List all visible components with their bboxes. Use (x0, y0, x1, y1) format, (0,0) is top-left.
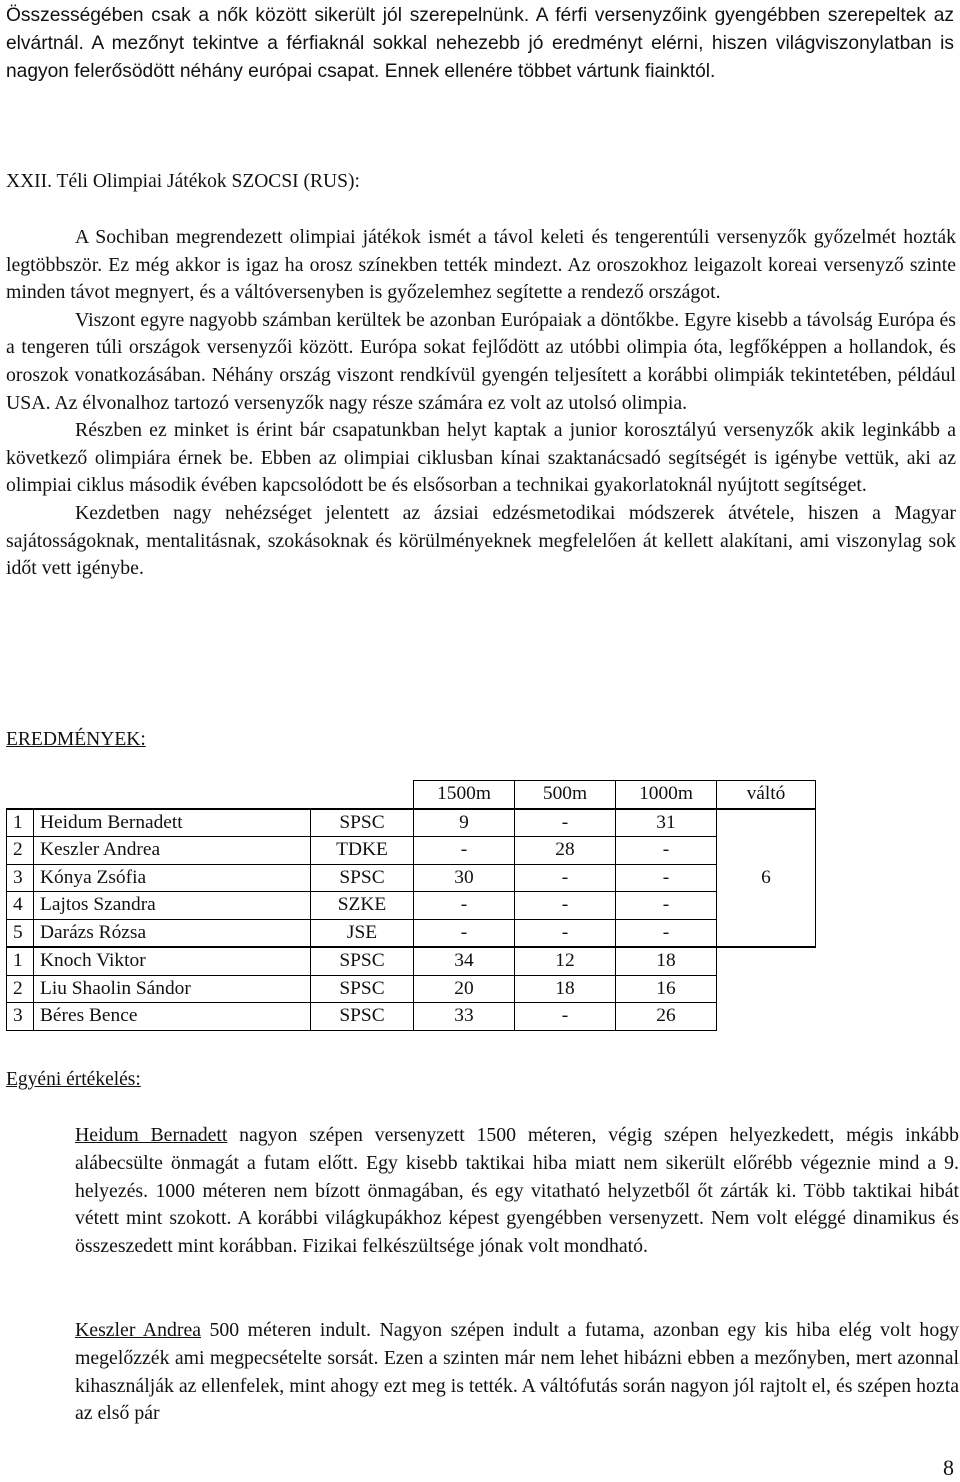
table-header-row (7, 781, 816, 809)
athlete-name: Keszler Andrea (75, 1319, 202, 1341)
table-row: 3 Béres Bence SPSC 33 - 26 (7, 1003, 816, 1031)
column-header: 1500m (414, 781, 515, 809)
body-paragraph: Kezdetben nagy nehézséget jelentett az ázsiai edzésmetodikai módszerek átvétele, hiszen a Magyar sajátosságoknak, mentalitásnak, szokásoknak és körülményeknek megfelelően át kellett alakítani, ami viszonylag sok időt vett igénybe. (6, 501, 956, 580)
athlete-name: Heidum Bernadett (75, 1124, 228, 1146)
column-header: váltó (717, 781, 816, 809)
table-row: 4 Lajtos Szandra SZKE - - - (7, 892, 816, 920)
results-heading: EREDMÉNYEK: (6, 729, 146, 750)
results-table (6, 780, 816, 1031)
evaluation-entry (75, 1122, 959, 1261)
table-row: 1 Knoch Viktor SPSC 34 12 18 (7, 947, 816, 975)
section-heading: XXII. Téli Olimpiai Játékok SZOCSI (RUS): (6, 171, 360, 192)
table-row: 3 Kónya Zsófia SPSC 30 - - (7, 864, 816, 892)
body-paragraph: Viszont egyre nagyobb számban kerültek be azonban Európaiak a döntőkbe. Egyre kisebb a távolság Európa és a tengeren túli országok versenyzői között. Európa sokat fejlődött az utóbbi olimpia óta, legfőképpen a hollandok, és oroszok vonatkozásában. Néhány ország viszont rendkívül gyengén teljesített a korábbi olimpiák tekintetében, például USA. Az élvonalhoz tartozó versenyzők nagy része számára ez volt az utolsó olimpia. (6, 308, 956, 414)
page-number: 8 (943, 1455, 954, 1480)
table-row: 2 Keszler Andrea TDKE - 28 - (7, 837, 816, 865)
table-row: 1 Heidum Bernadett SPSC 9 - 31 6 (7, 809, 816, 837)
body-text (6, 224, 956, 583)
evaluation-text: 500 méteren indult. Nagyon szépen indult a futama, azonban egy kis hiba elég volt hogy megelőzzék ami megpecsételte sorsát. Ezen a szinten már nem lehet hibázni ebben a mezőnyben, mert azonnal kihasználják az ellenfelek, mint ahogy ezt meg is tették. A váltófutás során nagyon jól rajtolt el, és szépen hozta az első pár (75, 1319, 959, 1425)
table-row: 5 Darázs Rózsa JSE - - - (7, 919, 816, 947)
relay-result: 6 (717, 809, 816, 948)
body-paragraph: Részben ez minket is érint bár csapatunkban helyt kaptak a junior korosztályú versenyzők akik leginkább a következő olimpiára érnek be. Ebben az olimpiai ciklusban kínai szaktanácsadó segítségét is igénybe vettük, aki az olimpiai ciklus második évében kapcsolódott be és elsősorban a technikai gyakorlatoknál nyújtott segítséget. (6, 419, 956, 497)
table-row: 2 Liu Shaolin Sándor SPSC 20 18 16 (7, 975, 816, 1003)
column-header: 500m (515, 781, 616, 809)
column-header: 1000m (616, 781, 717, 809)
evaluation-entry (75, 1317, 959, 1428)
intro-paragraph: Összességében csak a nők között sikerült jól szerepelnünk. A férfi versenyzőink gyengébben szerepeltek az elvártnál. A mezőnyt tekintve a férfiaknál sokkal nehezebb jó eredményt elérni, hiszen világviszonylatban is nagyon felerősödött néhány európai csapat. Ennek ellenére többet vártunk fiainktól. (6, 5, 954, 82)
evaluation-text: nagyon szépen versenyzett 1500 méteren, végig szépen helyezkedett, mégis inkább alábecsülte önmagát a futam előtt. Egy kisebb taktikai hiba miatt nem sikerült előrébb végeznie mind a 9. helyezés. 1000 méteren nem bízott önmagában, és egy vitatható helyzetből őt zárták ki. Több taktikai hibát vétett mint szokott. A korábbi világkupákhoz képest gyengébben versenyzett. Nem volt eléggé dinamikus és összeszedett mint korábban. Fizikai felkészültsége jónak volt mondható. (75, 1124, 959, 1258)
body-paragraph: A Sochiban megrendezett olimpiai játékok ismét a távol keleti és tengerentúli versenyzők győzelmét hozták legtöbbször. Ez még akkor is igaz ha orosz színekben tették mindezt. Az oroszokhoz leigazolt koreai versenyző szinte minden távot megnyert, és a váltóversenyben is győzelemhez segítette a rendező országot. (6, 226, 956, 304)
evaluation-heading: Egyéni értékelés: (6, 1069, 141, 1090)
